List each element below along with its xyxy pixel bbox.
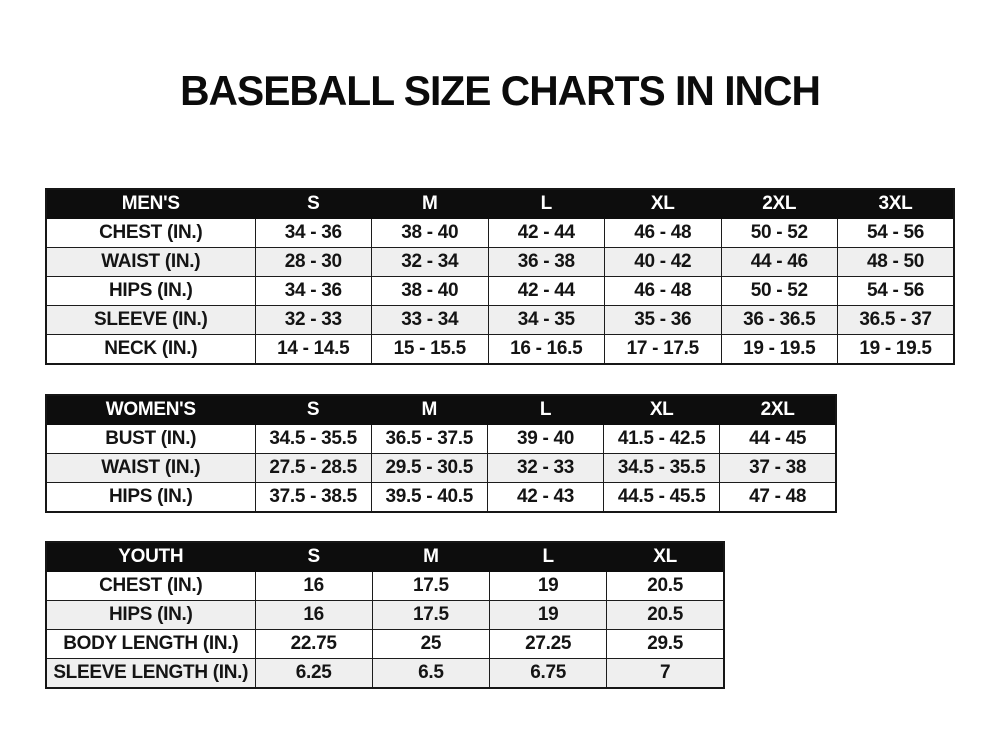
size-value-cell: 15 - 15.5 [372,335,489,365]
size-header-cell: 3XL [838,189,955,219]
table-row [46,425,836,454]
size-value-cell: 44 - 46 [721,248,838,277]
table-row [46,483,836,513]
size-value-cell: 44 - 45 [720,425,836,454]
table-row [46,306,954,335]
row-label-cell: HIPS (IN.) [46,601,255,630]
size-value-cell: 16 [255,572,372,601]
size-value-cell: 42 - 43 [487,483,603,513]
row-label-cell: NECK (IN.) [46,335,255,365]
size-value-cell: 47 - 48 [720,483,836,513]
table-row [46,572,724,601]
size-value-cell: 17.5 [372,572,489,601]
mens-header-row [46,189,954,219]
size-value-cell: 29.5 [607,630,724,659]
size-value-cell: 32 - 33 [255,306,372,335]
size-value-cell: 19 - 19.5 [721,335,838,365]
size-value-cell: 36.5 - 37.5 [371,425,487,454]
womens-size-table [45,394,837,513]
size-value-cell: 54 - 56 [838,277,955,306]
size-header-cell: S [255,189,372,219]
size-header-cell: M [371,395,487,425]
youth-header-row [46,542,724,572]
size-value-cell: 33 - 34 [372,306,489,335]
size-value-cell: 36 - 36.5 [721,306,838,335]
size-value-cell: 27.25 [490,630,607,659]
size-value-cell: 7 [607,659,724,689]
size-value-cell: 32 - 34 [372,248,489,277]
table-row [46,601,724,630]
size-value-cell: 38 - 40 [372,277,489,306]
row-label-cell: SLEEVE LENGTH (IN.) [46,659,255,689]
youth-size-table [45,541,725,689]
size-value-cell: 36.5 - 37 [838,306,955,335]
size-value-cell: 16 [255,601,372,630]
size-header-cell: M [372,189,489,219]
size-value-cell: 28 - 30 [255,248,372,277]
size-value-cell: 35 - 36 [605,306,722,335]
size-value-cell: 19 [490,572,607,601]
row-label-cell: SLEEVE (IN.) [46,306,255,335]
size-value-cell: 50 - 52 [721,219,838,248]
row-label-cell: WAIST (IN.) [46,248,255,277]
size-value-cell: 42 - 44 [488,219,605,248]
size-value-cell: 38 - 40 [372,219,489,248]
size-value-cell: 6.75 [490,659,607,689]
size-value-cell: 34.5 - 35.5 [255,425,371,454]
table-row [46,219,954,248]
size-value-cell: 46 - 48 [605,219,722,248]
size-header-cell: XL [605,189,722,219]
size-header-cell: XL [607,542,724,572]
size-value-cell: 14 - 14.5 [255,335,372,365]
size-value-cell: 34 - 36 [255,277,372,306]
size-value-cell: 46 - 48 [605,277,722,306]
row-label-cell: HIPS (IN.) [46,483,255,513]
size-value-cell: 20.5 [607,572,724,601]
row-label-cell: CHEST (IN.) [46,219,255,248]
row-label-cell: CHEST (IN.) [46,572,255,601]
page-title: BASEBALL SIZE CHARTS IN INCH [180,67,820,114]
size-value-cell: 19 [490,601,607,630]
row-label-cell: HIPS (IN.) [46,277,255,306]
size-value-cell: 39 - 40 [487,425,603,454]
size-value-cell: 19 - 19.5 [838,335,955,365]
table-row [46,630,724,659]
size-value-cell: 34.5 - 35.5 [604,454,720,483]
size-header-cell: XL [604,395,720,425]
size-value-cell: 50 - 52 [721,277,838,306]
size-header-cell: L [487,395,603,425]
size-value-cell: 37 - 38 [720,454,836,483]
size-value-cell: 16 - 16.5 [488,335,605,365]
size-value-cell: 6.25 [255,659,372,689]
size-header-cell: L [488,189,605,219]
size-header-cell: 2XL [721,189,838,219]
size-value-cell: 48 - 50 [838,248,955,277]
size-value-cell: 22.75 [255,630,372,659]
womens-table-title-cell: WOMEN'S [46,395,255,425]
table-row [46,277,954,306]
size-header-cell: M [372,542,489,572]
size-value-cell: 29.5 - 30.5 [371,454,487,483]
size-value-cell: 34 - 35 [488,306,605,335]
size-value-cell: 17 - 17.5 [605,335,722,365]
row-label-cell: BUST (IN.) [46,425,255,454]
size-value-cell: 41.5 - 42.5 [604,425,720,454]
table-row [46,335,954,365]
size-header-cell: L [490,542,607,572]
row-label-cell: BODY LENGTH (IN.) [46,630,255,659]
row-label-cell: WAIST (IN.) [46,454,255,483]
size-value-cell: 37.5 - 38.5 [255,483,371,513]
size-value-cell: 32 - 33 [487,454,603,483]
size-value-cell: 44.5 - 45.5 [604,483,720,513]
table-row [46,248,954,277]
size-value-cell: 39.5 - 40.5 [371,483,487,513]
size-value-cell: 25 [372,630,489,659]
size-value-cell: 40 - 42 [605,248,722,277]
size-header-cell: S [255,542,372,572]
size-value-cell: 6.5 [372,659,489,689]
charts-container [0,188,1000,689]
mens-table-title-cell: MEN'S [46,189,255,219]
size-value-cell: 36 - 38 [488,248,605,277]
womens-header-row [46,395,836,425]
youth-table-title-cell: YOUTH [46,542,255,572]
size-value-cell: 17.5 [372,601,489,630]
table-row [46,454,836,483]
size-header-cell: 2XL [720,395,836,425]
size-value-cell: 27.5 - 28.5 [255,454,371,483]
size-value-cell: 54 - 56 [838,219,955,248]
table-row [46,659,724,689]
size-value-cell: 20.5 [607,601,724,630]
size-value-cell: 42 - 44 [488,277,605,306]
size-header-cell: S [255,395,371,425]
mens-size-table [45,188,955,365]
size-value-cell: 34 - 36 [255,219,372,248]
